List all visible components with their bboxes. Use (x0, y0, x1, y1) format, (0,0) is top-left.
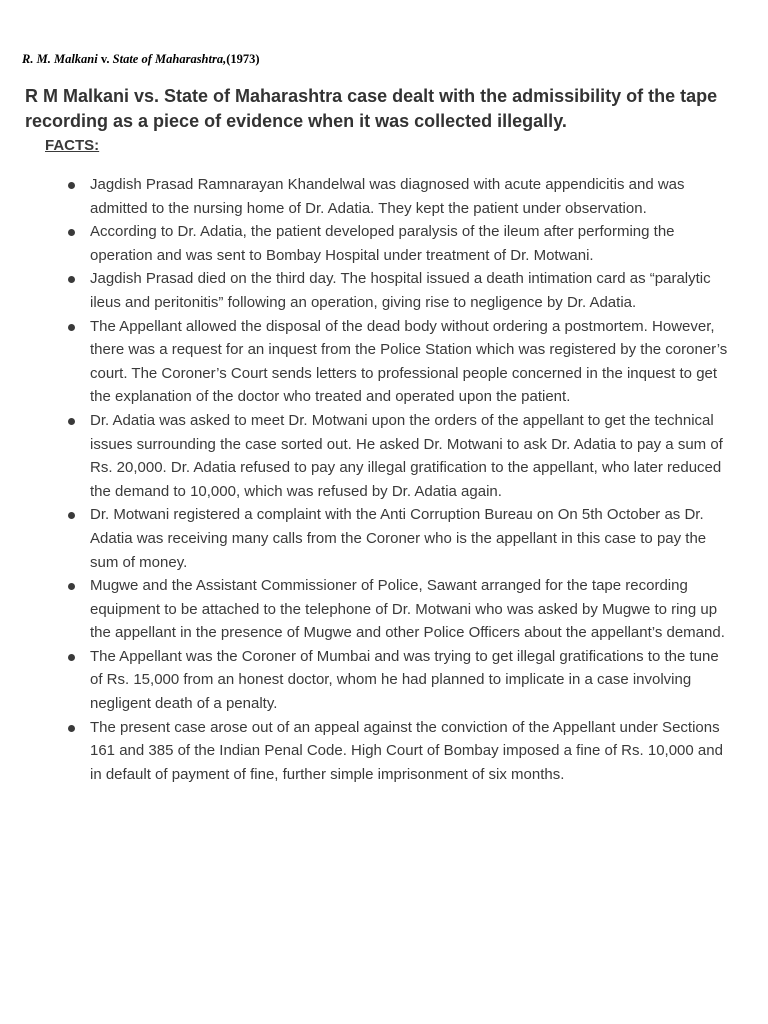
fact-item (0, 716, 768, 787)
fact-text: Jagdish Prasad Ramnarayan Khandelwal was diagnosed with acute appendicitis and was admitted to the nursing home of Dr. Adatia. They kept the patient under observation. (90, 176, 685, 217)
fact-item (0, 645, 768, 716)
facts-list (0, 173, 768, 786)
bullet-icon (68, 418, 75, 425)
bullet-icon (68, 512, 75, 519)
fact-text: The Appellant was the Coroner of Mumbai and was trying to get illegal gratifications to the tune of Rs. 15,000 from an honest doctor, whom he had planned to implicate in a case involving negligent death of a penalty. (90, 647, 719, 713)
fact-item (0, 267, 768, 314)
citation-versus: v. (97, 52, 113, 66)
citation-respondent: State of Maharashtra, (112, 52, 227, 66)
fact-item (0, 409, 768, 503)
fact-item (0, 503, 768, 574)
fact-item (0, 315, 768, 409)
citation-year: (1973) (226, 52, 260, 66)
fact-text: Dr. Motwani registered a complaint with the Anti Corruption Bureau on On 5th October as Dr. Adatia was receiving many calls from the Coroner who is the appellant in this case to pay the sum of money. (90, 506, 707, 571)
bullet-icon (68, 276, 75, 283)
fact-text: The present case arose out of an appeal against the conviction of the Appellant under Sections 161 and 385 of the Indian Penal Code. High Court of Bombay imposed a fine of Rs. 10,000 and in default of payment of fine, further simple imprisonment of six months. (90, 718, 723, 783)
bullet-icon (68, 725, 75, 732)
fact-item (0, 574, 768, 645)
bullet-icon (68, 654, 75, 661)
fact-text: Jagdish Prasad died on the third day. The hospital issued a death intimation card as “paralytic ileus and peritonitis” following an operation, giving rise to negligence by Dr. Adatia. (90, 270, 711, 311)
case-citation (22, 52, 260, 67)
fact-text: Dr. Adatia was asked to meet Dr. Motwani upon the orders of the appellant to get the technical issues surrounding the case sorted out. He asked Dr. Motwani to ask Dr. Adatia to pay a sum of Rs. 20,000. Dr. Adatia refused to pay any illegal gratification to the appellant, who later reduced the demand to 10,000, which was refused by Dr. Adatia again. (90, 411, 723, 500)
fact-text: Mugwe and the Assistant Commissioner of Police, Sawant arranged for the tape recording equipment to be attached to the telephone of Dr. Motwani who was asked by Mugwe to ring up the appellant in the presence of Mugwe and other Police Officers about the appellant’s demand. (90, 577, 725, 642)
fact-text: The Appellant allowed the disposal of the dead body without ordering a postmortem. However, there was a request for an inquest from the Police Station which was registered by the coroner’s court. The Coroner’s Court sends letters to professional people concerned in the inquest to get the explanation of the doctor who treated and operated upon the patient. (90, 317, 728, 406)
fact-item (0, 220, 768, 267)
fact-text: According to Dr. Adatia, the patient developed paralysis of the ileum after performing the operation and was sent to Bombay Hospital under treatment of Dr. Motwani. (90, 223, 675, 264)
facts-heading: FACTS: (45, 137, 100, 154)
citation-case-name: R. M. Malkani (22, 52, 98, 66)
bullet-icon (68, 324, 75, 331)
bullet-icon (68, 229, 75, 236)
page-heading: R M Malkani vs. State of Maharashtra case dealt with the admissibility of the tape recording as a piece of evidence when it was collected illegally. (25, 86, 718, 131)
bullet-icon (68, 583, 75, 590)
fact-item (0, 173, 768, 220)
bullet-icon (68, 182, 75, 189)
